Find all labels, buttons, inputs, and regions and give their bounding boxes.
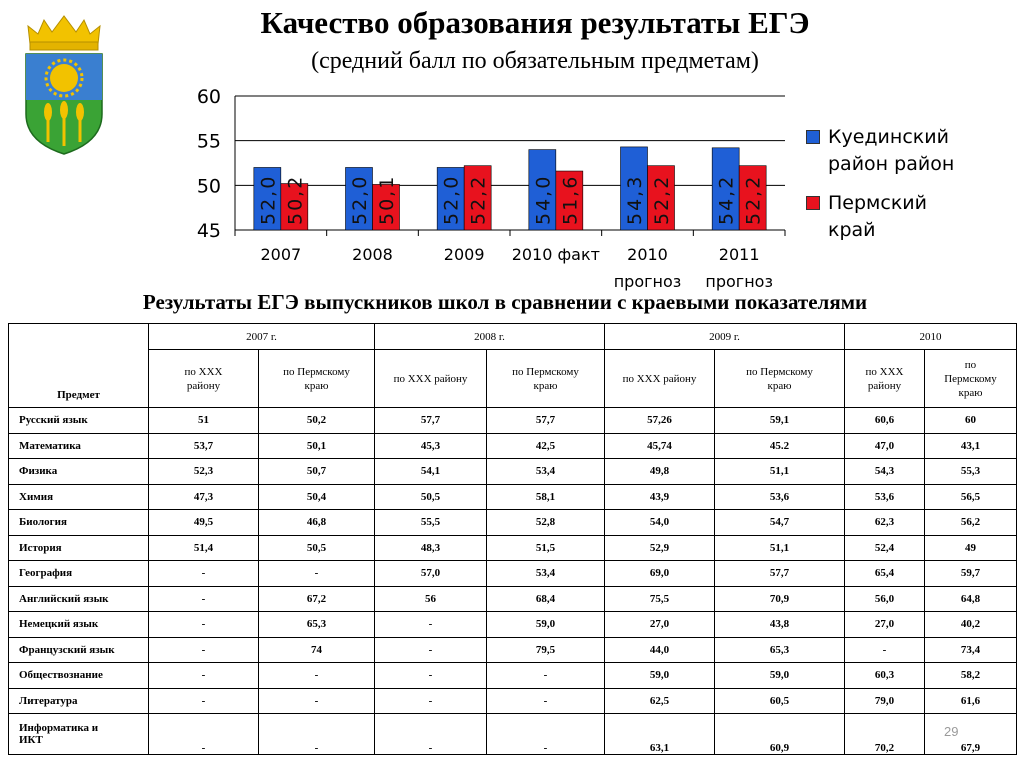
y-tick-label: 50: [196, 175, 221, 198]
value-cell: 51: [149, 408, 259, 434]
bar-value-label: 54,2: [715, 174, 738, 225]
value-cell: 45,3: [375, 433, 487, 459]
bar-value-label: 52,2: [742, 174, 765, 225]
value-cell: 56,2: [925, 510, 1017, 536]
value-cell: 79,0: [845, 688, 925, 714]
value-cell: -: [149, 637, 259, 663]
table-title: Результаты ЕГЭ выпускников школ в сравнении с краевыми показателями: [142, 290, 868, 314]
subject-cell: История: [9, 535, 149, 561]
value-cell: 53,7: [149, 433, 259, 459]
value-cell: 56,0: [845, 586, 925, 612]
table-row: [9, 561, 1017, 587]
subject-cell: Обществознание: [9, 663, 149, 689]
sub-column-header: по Пермскому краю: [487, 350, 605, 408]
value-cell: 50,4: [259, 484, 375, 510]
value-cell: 60,9: [715, 714, 845, 755]
value-cell: 58,2: [925, 663, 1017, 689]
value-cell: 61,6: [925, 688, 1017, 714]
x-tick-label: 2007: [260, 245, 302, 264]
value-cell: 50,7: [259, 459, 375, 485]
value-cell: 52,9: [605, 535, 715, 561]
subject-cell: География: [9, 561, 149, 587]
value-cell: -: [149, 612, 259, 638]
bar-value-label: 50,2: [284, 174, 307, 225]
chart-gridlines: [235, 96, 785, 230]
value-cell: 59,7: [925, 561, 1017, 587]
value-cell: 63,1: [605, 714, 715, 755]
y-tick-label: 45: [196, 220, 221, 242]
value-cell: 46,8: [259, 510, 375, 536]
bar-value-label: 51,6: [559, 174, 582, 225]
subject-cell: Информатика и ИКТ: [9, 714, 149, 755]
bar-value-label: 50,1: [376, 174, 398, 225]
value-cell: 49,8: [605, 459, 715, 485]
bar-value-label: 52,0: [349, 174, 371, 225]
value-cell: 47,0: [845, 433, 925, 459]
value-cell: 51,1: [715, 459, 845, 485]
subject-cell: Литература: [9, 688, 149, 714]
table-row: [9, 408, 1017, 434]
page-subtitle: (средний балл по обязательным предметам): [311, 48, 759, 74]
value-cell: 68,4: [487, 586, 605, 612]
value-cell: 54,7: [715, 510, 845, 536]
value-cell: 48,3: [375, 535, 487, 561]
value-cell: 50,2: [259, 408, 375, 434]
table-row: [9, 586, 1017, 612]
value-cell: 43,9: [605, 484, 715, 510]
value-cell: 51,1: [715, 535, 845, 561]
value-cell: -: [375, 688, 487, 714]
y-tick-label: 60: [196, 86, 221, 108]
value-cell: 59,0: [715, 663, 845, 689]
x-tick-label: прогноз: [613, 272, 682, 291]
x-tick-label: 2010 факт: [511, 245, 600, 264]
year-column-header: 2010: [845, 324, 1017, 350]
value-cell: 67,2: [259, 586, 375, 612]
bar-value-label: 54,3: [624, 174, 646, 225]
value-cell: 60,5: [715, 688, 845, 714]
value-cell: 65,3: [259, 612, 375, 638]
subject-cell: Французский язык: [9, 637, 149, 663]
x-tick-label: 2010: [627, 245, 668, 264]
value-cell: 43,8: [715, 612, 845, 638]
value-cell: 59,0: [605, 663, 715, 689]
value-cell: 50,5: [259, 535, 375, 561]
page-number: 29: [944, 724, 959, 739]
value-cell: 57,7: [375, 408, 487, 434]
x-tick-label: 2011: [718, 245, 760, 264]
subject-cell: Химия: [9, 484, 149, 510]
value-cell: 50,1: [259, 433, 375, 459]
value-cell: -: [375, 637, 487, 663]
table-row: [9, 484, 1017, 510]
value-cell: 42,5: [487, 433, 605, 459]
value-cell: -: [487, 714, 605, 755]
subject-cell: Физика: [9, 459, 149, 485]
x-tick-label: 2008: [352, 245, 393, 264]
value-cell: 54,3: [845, 459, 925, 485]
legend-label: Пермский край: [828, 192, 927, 241]
value-cell: -: [259, 714, 375, 755]
sub-column-header: по Пермскому краю: [259, 350, 375, 408]
value-cell: 43,1: [925, 433, 1017, 459]
value-cell: 51,5: [487, 535, 605, 561]
legend-swatch: [806, 196, 820, 210]
value-cell: -: [487, 688, 605, 714]
table-row: [9, 535, 1017, 561]
value-cell: 62,3: [845, 510, 925, 536]
sub-column-header: по ХХХ району: [149, 350, 259, 408]
value-cell: 69,0: [605, 561, 715, 587]
value-cell: 60,6: [845, 408, 925, 434]
value-cell: 53,6: [715, 484, 845, 510]
value-cell: 59,1: [715, 408, 845, 434]
chart-legend: [806, 124, 1021, 256]
sub-column-header: по ХХХ району: [375, 350, 487, 408]
value-cell: 67,9: [925, 714, 1017, 755]
value-cell: -: [149, 561, 259, 587]
value-cell: -: [259, 663, 375, 689]
value-cell: 53,4: [487, 561, 605, 587]
value-cell: 62,5: [605, 688, 715, 714]
value-cell: 52,3: [149, 459, 259, 485]
value-cell: 60,3: [845, 663, 925, 689]
subject-cell: Английский язык: [9, 586, 149, 612]
value-cell: 56,5: [925, 484, 1017, 510]
bar-value-label: 52,2: [651, 174, 673, 225]
results-table: [8, 323, 1017, 755]
value-cell: 75,5: [605, 586, 715, 612]
value-cell: 49,5: [149, 510, 259, 536]
value-cell: 55,3: [925, 459, 1017, 485]
value-cell: 59,0: [487, 612, 605, 638]
value-cell: 40,2: [925, 612, 1017, 638]
table-row: [9, 688, 1017, 714]
value-cell: -: [149, 663, 259, 689]
table-row: [9, 714, 1017, 755]
value-cell: 70,2: [845, 714, 925, 755]
subject-cell: Биология: [9, 510, 149, 536]
value-cell: -: [845, 637, 925, 663]
value-cell: 45.2: [715, 433, 845, 459]
page-title: Качество образования результаты ЕГЭ: [260, 5, 810, 40]
chart-y-axis: [197, 86, 235, 242]
legend-item: [806, 190, 1021, 244]
subject-cell: Немецкий язык: [9, 612, 149, 638]
subject-cell: Математика: [9, 433, 149, 459]
value-cell: 54,1: [375, 459, 487, 485]
bar-chart: [180, 80, 800, 300]
value-cell: 53,4: [487, 459, 605, 485]
value-cell: 57,7: [715, 561, 845, 587]
table-row: [9, 459, 1017, 485]
value-cell: -: [487, 663, 605, 689]
value-cell: 58,1: [487, 484, 605, 510]
y-tick-label: 55: [196, 130, 221, 153]
value-cell: 51,4: [149, 535, 259, 561]
subject-cell: Русский язык: [9, 408, 149, 434]
bar-value-label: 52,0: [440, 174, 463, 225]
sub-column-header: по Пермскому краю: [715, 350, 845, 408]
value-cell: 79,5: [487, 637, 605, 663]
year-column-header: 2008 г.: [375, 324, 605, 350]
year-column-header: 2007 г.: [149, 324, 375, 350]
value-cell: 65,4: [845, 561, 925, 587]
table-row: [9, 510, 1017, 536]
subject-column-header: Предмет: [9, 324, 149, 408]
sub-column-header: по ХХХ району: [605, 350, 715, 408]
value-cell: -: [259, 561, 375, 587]
year-column-header: 2009 г.: [605, 324, 845, 350]
value-cell: 73,4: [925, 637, 1017, 663]
value-cell: 70,9: [715, 586, 845, 612]
value-cell: -: [375, 714, 487, 755]
value-cell: -: [375, 663, 487, 689]
value-cell: -: [149, 688, 259, 714]
bar-value-label: 52,2: [467, 174, 490, 225]
value-cell: 65,3: [715, 637, 845, 663]
chart-x-axis: [235, 230, 785, 291]
legend-swatch: [806, 130, 820, 144]
value-cell: 45,74: [605, 433, 715, 459]
value-cell: 55,5: [375, 510, 487, 536]
value-cell: -: [149, 586, 259, 612]
sub-column-header: по ХХХ району: [845, 350, 925, 408]
legend-label: Куединский район район: [828, 126, 955, 175]
bar-value-label: 54,0: [532, 174, 555, 225]
value-cell: 27,0: [845, 612, 925, 638]
value-cell: 56: [375, 586, 487, 612]
value-cell: 44,0: [605, 637, 715, 663]
value-cell: 53,6: [845, 484, 925, 510]
x-tick-label: прогноз: [705, 272, 773, 291]
value-cell: 57,0: [375, 561, 487, 587]
value-cell: 52,8: [487, 510, 605, 536]
value-cell: 60: [925, 408, 1017, 434]
value-cell: 27,0: [605, 612, 715, 638]
legend-item: [806, 124, 1021, 178]
value-cell: -: [259, 688, 375, 714]
value-cell: 52,4: [845, 535, 925, 561]
sub-column-header: по Пермскому краю: [925, 350, 1017, 408]
table-row: [9, 612, 1017, 638]
table-row: [9, 663, 1017, 689]
table-row: [9, 433, 1017, 459]
chart-bars: [254, 147, 766, 230]
value-cell: 57,26: [605, 408, 715, 434]
value-cell: 49: [925, 535, 1017, 561]
bar-value-label: 52,0: [257, 174, 280, 225]
value-cell: 50,5: [375, 484, 487, 510]
value-cell: 54,0: [605, 510, 715, 536]
x-tick-label: 2009: [443, 245, 485, 264]
value-cell: 74: [259, 637, 375, 663]
coat-of-arms-icon: [22, 14, 106, 156]
table-row: [9, 637, 1017, 663]
value-cell: -: [149, 714, 259, 755]
value-cell: 64,8: [925, 586, 1017, 612]
value-cell: 57,7: [487, 408, 605, 434]
value-cell: -: [375, 612, 487, 638]
value-cell: 47,3: [149, 484, 259, 510]
